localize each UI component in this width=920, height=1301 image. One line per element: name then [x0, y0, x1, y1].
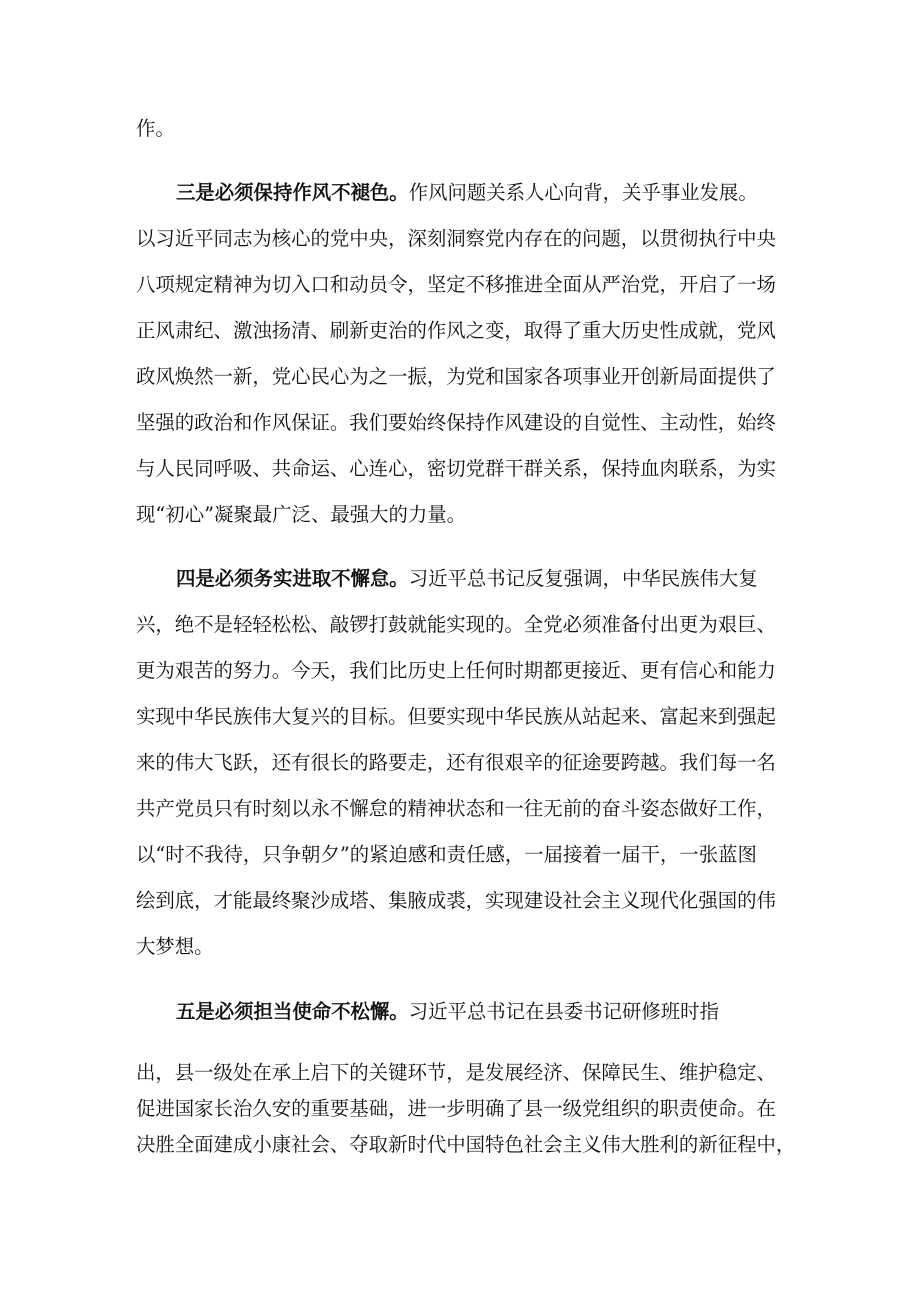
- para5-line: 促进国家长治久安的重要基础，进一步明确了县一级党组织的职责使命。在: [136, 1097, 776, 1120]
- para4-line: 来的伟大飞跃，还有很长的路要走，还有很艰辛的征途要跨越。我们每一名: [136, 751, 776, 774]
- para3-first-rest: 作风问题关系人心向背，关乎事业发展。: [408, 181, 758, 204]
- para4-line: 更为艰苦的努力。今天，我们比历史上任何时期都更接近、更有信心和能力: [136, 659, 776, 682]
- para4-first-line: [176, 567, 796, 591]
- para5-line: 决胜全面建成小康社会、夺取新时代中国特色社会主义伟大胜利的新征程中，: [136, 1133, 796, 1156]
- para3-heading: 三是必须保持作风不褪色。: [176, 181, 409, 204]
- intro-line: 作。: [136, 117, 175, 140]
- para4-line: 绘到底，才能最终聚沙成塔、集腋成裘，实现建设社会主义现代化强国的伟: [136, 889, 776, 912]
- para3-line: 与人民同呼吸、共命运、心连心，密切党群干群关系，保持血肉联系，为实: [136, 457, 776, 480]
- para5-heading: 五是必须担当使命不松懈。: [176, 1000, 409, 1023]
- para4-line: 共产党员只有时刻以永不懈怠的精神状态和一往无前的奋斗姿态做好工作，: [136, 797, 776, 820]
- para5-first-line: [176, 1000, 796, 1024]
- para3-first-line: [176, 181, 796, 205]
- para4-first-rest: 习近平总书记反复强调，中华民族伟大复: [408, 567, 758, 590]
- para4-line: 兴，绝不是轻轻松松、敲锣打鼓就能实现的。全党必须准备付出更为艰巨、: [136, 613, 776, 636]
- para3-line: 坚强的政治和作风保证。我们要始终保持作风建设的自觉性、主动性，始终: [136, 411, 776, 434]
- para4-heading: 四是必须务实进取不懈怠。: [176, 567, 409, 590]
- para4-line: 大梦想。: [136, 935, 214, 958]
- para3-line: 现“初心”凝聚最广泛、最强大的力量。: [136, 503, 467, 526]
- para3-line: 政风焕然一新，党心民心为之一振，为党和国家各项事业开创新局面提供了: [136, 365, 776, 388]
- para3-line: 以习近平同志为核心的党中央，深刻洞察党内存在的问题，以贯彻执行中央: [136, 227, 776, 250]
- para4-line: 以“时不我待，只争朝夕”的紧迫感和责任感，一届接着一届干，一张蓝图: [136, 843, 757, 866]
- para5-first-rest: 习近平总书记在县委书记研修班时指: [408, 1000, 719, 1023]
- para5-line: 出，县一级处在承上启下的关键环节，是发展经济、保障民生、维护稳定、: [136, 1061, 776, 1084]
- para4-line: 实现中华民族伟大复兴的目标。但要实现中华民族从站起来、富起来到强起: [136, 705, 776, 728]
- para3-line: 正风肃纪、激浊扬清、刷新吏治的作风之变，取得了重大历史性成就，党风: [136, 319, 776, 342]
- para3-line: 八项规定精神为切入口和动员令，坚定不移推进全面从严治党，开启了一场: [136, 273, 776, 296]
